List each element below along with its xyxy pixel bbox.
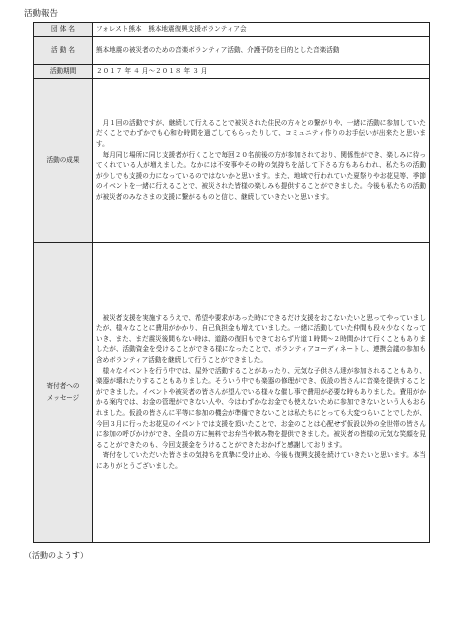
- report-table: [33, 22, 430, 543]
- table-row-activity: [34, 36, 430, 64]
- period-value: ２０１７ 年 ４ 月～２０１８ 年 ３ 月: [93, 64, 430, 78]
- activity-value: 熊本地震の被災者のための音楽ボランティア活動、介護予防を目的とした音楽活動: [93, 36, 430, 64]
- results-label: 活動の成果: [34, 78, 93, 242]
- page-heading: 活動報告: [24, 9, 59, 19]
- results-body: [93, 78, 430, 242]
- message-body: [93, 242, 430, 542]
- message-label: [34, 242, 93, 542]
- table-row-organization: [34, 23, 430, 37]
- message-paragraph: 様々なイベントを行う中では、屋外で活動することがあったり、元気な子供さん達が参加されることもあり、楽器が壊れたりすることもありました。そういう中でも楽器の修理ができ、仮設の皆さんに音楽を提供することができました。イベントや被災者の皆さんが望んでいる様々な催し事で費用が必要な時もありました。費用がかかる案内では、お金の管理ができない人や、今はわずかなお金でも使えないために参加できないという人もおられました。仮設の皆さんに平等に参加の機会が準備できないことは私たちにとっても大変つらいことでしたが、今回３月に行ったお花見のイベントでは支援を頂いたことで、お金のことは心配せず仮設以外の全世帯の皆さんに参加の呼びかけができ、全員の方に無料でお弁当や飲み物を提供できました。被災者の皆様の元気な笑顔を見ることができたのも、今回支援金をうけることができたおかげと感謝しております。: [96, 366, 426, 449]
- organization-label: 団 体 名: [34, 23, 93, 37]
- message-paragraph: 寄付をしていただいた皆さまの気持ちを真摯に受け止め、今後も復興支援を続けていきたいと思います。本当にありがとうございました。: [96, 451, 426, 470]
- table-row-message: [34, 242, 430, 542]
- organization-value: フォレスト熊本 熊本地震復興支援ボランティア会: [93, 23, 430, 37]
- table-row-period: [34, 64, 430, 78]
- table-row-results: [34, 78, 430, 242]
- results-paragraph: 毎月同じ場所に同じ支援者が行くことで毎回２０名前後の方が参加されており、関係性ができ、楽しみに待ってくれている人が増えました。なかには不安事やその時の気持ちを話して下さる方もあらわれ、私たちの活動が少しでも支援の力になっているのではないかと思います。また、地域で行われていた夏祭りやお花見等、季節のイベントを一緒に行えることで、被災された皆様の楽しみも提供することができました。今後も私たちの活動が被災者のみなさまの支援に繋がるものと信じ、継続していきたいと思います。: [96, 150, 426, 201]
- photo-caption: （活動のようす）: [24, 551, 88, 560]
- activity-label: 活 動 名: [34, 36, 93, 64]
- results-paragraph: 月１回の活動ですが、継続して行えることで被災された住民の方々との繋がりや、一緒に活動に参加していただくことでわずかでも心和む時間を過ごしてもらったりして、コミュニティ作りのお手伝いが出来たと思います。: [96, 118, 426, 148]
- message-label-line: 寄付者への: [46, 382, 80, 391]
- period-label: 活動期間: [34, 64, 93, 78]
- message-paragraph: 被災者支援を実施するうえで、希望や要求があった時にできるだけ支援をおこないたいと思ってやっていましたが、様々なことに費用がかかり、自己負担金も増えていました。一緒に活動していた仲間も段々少なくなっていき、また、まだ震災後間もない時は、道路の復旧もできておらず片道１時間～２時間かけて行くこともありましたが、活動資金を受けることができる様になったことで、ボランティアコーディネートし、連携会議の参加も含めボランティア活動を継続して行うことができました。: [96, 313, 426, 365]
- message-label-line: メッセージ: [46, 394, 80, 403]
